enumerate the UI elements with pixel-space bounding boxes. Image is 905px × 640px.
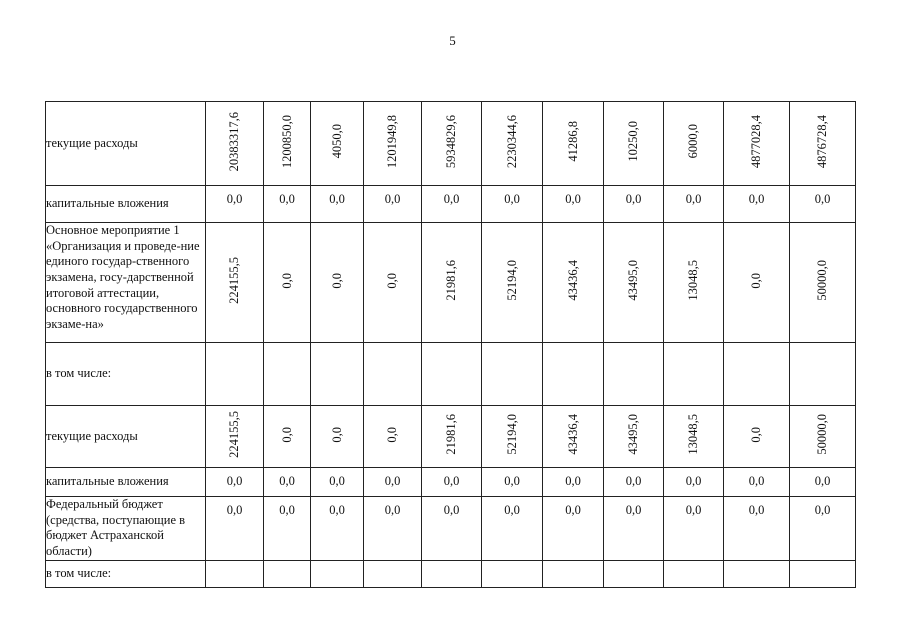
cell-value: 52194,0 [504,414,519,455]
table-row [46,560,856,587]
table-cell [422,102,482,186]
table-cell [206,186,264,223]
table-row [46,343,856,406]
table-cell [664,223,724,343]
table-cell [311,223,364,343]
cell-value: 13048,5 [686,260,700,301]
table-cell [790,406,856,468]
cell-value: 0,0 [329,272,344,289]
row-label: текущие расходы [46,406,206,468]
table-cell [364,343,422,406]
cell-value: 20383317,6 [227,111,241,172]
cell-value: 0,0 [443,474,460,488]
table-cell [206,468,264,497]
cell-value: 0,0 [685,192,702,206]
table-cell [604,343,664,406]
page-number: 5 [449,33,456,48]
table-cell [604,102,664,186]
cell-value: 0,0 [749,272,763,289]
cell-value: 0,0 [748,474,765,488]
table-cell [724,223,790,343]
table-cell [790,497,856,561]
table-cell [543,343,604,406]
table-cell [364,186,422,223]
cell-value: 4050,0 [329,124,344,159]
table-cell [604,406,664,468]
table-cell [264,468,311,497]
cell-value: 0,0 [504,192,520,206]
table-cell [206,223,264,343]
cell-value: 0,0 [279,474,295,488]
cell-value: 0,0 [504,474,520,488]
table-body [46,102,856,588]
cell-value: 0,0 [625,192,642,206]
table-cell [543,223,604,343]
table-cell [724,468,790,497]
table-cell [543,468,604,497]
cell-value: 0,0 [384,503,401,517]
cell-value: 0,0 [565,192,581,206]
table-row [46,186,856,223]
cell-value: 0,0 [625,503,642,517]
table-cell [664,560,724,587]
cell-value: 6000,0 [686,124,700,159]
cell-value: 0,0 [279,272,294,289]
cell-value: 41286,8 [565,121,580,162]
table-cell [664,468,724,497]
table-cell [311,186,364,223]
table-cell [604,186,664,223]
cell-value: 5934829,6 [444,114,458,169]
table-row [46,468,856,497]
table-cell [311,560,364,587]
cell-value: 0,0 [565,503,581,517]
row-label: капитальные вложения [46,468,206,497]
cell-value: 0,0 [329,192,345,206]
cell-value: 0,0 [226,192,243,206]
table-cell [724,497,790,561]
table-cell [664,406,724,468]
table-cell [364,560,422,587]
table-cell [790,186,856,223]
budget-table [45,101,856,588]
table-cell [264,186,311,223]
table-cell [790,102,856,186]
table-row [46,406,856,468]
cell-value: 0,0 [329,503,345,517]
cell-value: 224155,5 [227,257,241,304]
cell-value: 0,0 [443,503,460,517]
table-cell [422,186,482,223]
table-row [46,223,856,343]
cell-value: 0,0 [748,503,765,517]
cell-value: 0,0 [814,192,831,206]
table-cell [206,102,264,186]
cell-value: 0,0 [625,474,642,488]
cell-value: 0,0 [748,192,765,206]
cell-value: 4876728,4 [815,114,829,169]
cell-value: 21981,6 [444,414,458,455]
table-cell [364,497,422,561]
table-cell [790,343,856,406]
cell-value: 0,0 [279,503,295,517]
cell-value: 0,0 [565,474,581,488]
table-cell [264,223,311,343]
table-cell [311,102,364,186]
table-cell [264,343,311,406]
table-cell [422,343,482,406]
table-cell [604,560,664,587]
table-cell [206,497,264,561]
cell-value: 43495,0 [626,260,640,301]
cell-value: 4877028,4 [749,114,763,169]
table-cell [543,186,604,223]
cell-value: 50000,0 [815,414,829,455]
table-cell [604,497,664,561]
table-cell [206,560,264,587]
table-cell [724,186,790,223]
cell-value: 43495,0 [626,414,640,455]
table-cell [482,468,543,497]
table-cell [664,186,724,223]
table-cell [724,560,790,587]
table-cell [664,343,724,406]
table-cell [311,406,364,468]
table-cell [422,560,482,587]
cell-value: 0,0 [384,192,401,206]
table-cell [482,102,543,186]
table-row [46,497,856,561]
table-cell [604,468,664,497]
table-cell [482,223,543,343]
table-cell [482,497,543,561]
table-cell [664,497,724,561]
row-label: текущие расходы [46,102,206,186]
cell-value: 43436,4 [565,414,580,455]
cell-value: 0,0 [814,474,831,488]
cell-value: 0,0 [226,474,243,488]
row-label: капитальные вложения [46,186,206,223]
table-cell [264,497,311,561]
cell-value: 0,0 [385,272,399,289]
table-cell [604,223,664,343]
table-cell [264,560,311,587]
cell-value: 224155,5 [227,411,241,458]
cell-value: 50000,0 [815,260,829,301]
cell-value: 2230344,6 [504,114,519,169]
table-cell [311,343,364,406]
cell-value: 13048,5 [686,414,700,455]
cell-value: 0,0 [384,474,401,488]
table-cell [724,343,790,406]
cell-value: 52194,0 [504,260,519,301]
table-cell [206,406,264,468]
table-cell [543,560,604,587]
table-cell [422,497,482,561]
table-cell [311,468,364,497]
cell-value: 0,0 [279,426,294,443]
table-cell [364,468,422,497]
table-cell [543,102,604,186]
cell-value: 0,0 [814,503,831,517]
table-cell [264,406,311,468]
table-cell [482,406,543,468]
table-cell [664,102,724,186]
table-cell [422,406,482,468]
cell-value: 0,0 [443,192,460,206]
cell-value: 21981,6 [444,260,458,301]
table-cell [482,186,543,223]
row-label: Федеральный бюджет (средства, поступающие в бюджет Астраханской области) [46,497,206,561]
row-label: Основное мероприятие 1 «Организация и проведе-ние единого государ-ственного экзамена, госу-дарственной итоговой аттестации, основного государственного экзаме-на» [46,223,206,343]
table-cell [543,497,604,561]
table-cell [422,223,482,343]
table-cell [790,223,856,343]
cell-value: 0,0 [685,503,702,517]
cell-value: 0,0 [226,503,243,517]
cell-value: 0,0 [329,474,345,488]
cell-value: 0,0 [329,426,344,443]
table-cell [311,497,364,561]
table-cell [724,406,790,468]
table-cell [482,560,543,587]
row-label: в том числе: [46,343,206,406]
cell-value: 0,0 [749,426,763,443]
cell-value: 10250,0 [626,121,640,162]
cell-value: 43436,4 [565,260,580,301]
table-cell [790,560,856,587]
cell-value: 0,0 [279,192,295,206]
row-label: в том числе: [46,560,206,587]
table-cell [482,343,543,406]
table-cell [364,223,422,343]
cell-value: 0,0 [504,503,520,517]
table-cell [543,406,604,468]
table-cell [790,468,856,497]
table-cell [264,102,311,186]
cell-value: 0,0 [685,474,702,488]
table-cell [724,102,790,186]
cell-value: 0,0 [385,426,399,443]
table-cell [422,468,482,497]
table-cell [364,102,422,186]
cell-value: 1201949,8 [385,114,399,169]
cell-value: 1200850,0 [279,114,294,169]
table-row [46,102,856,186]
table-cell [206,343,264,406]
table-cell [364,406,422,468]
